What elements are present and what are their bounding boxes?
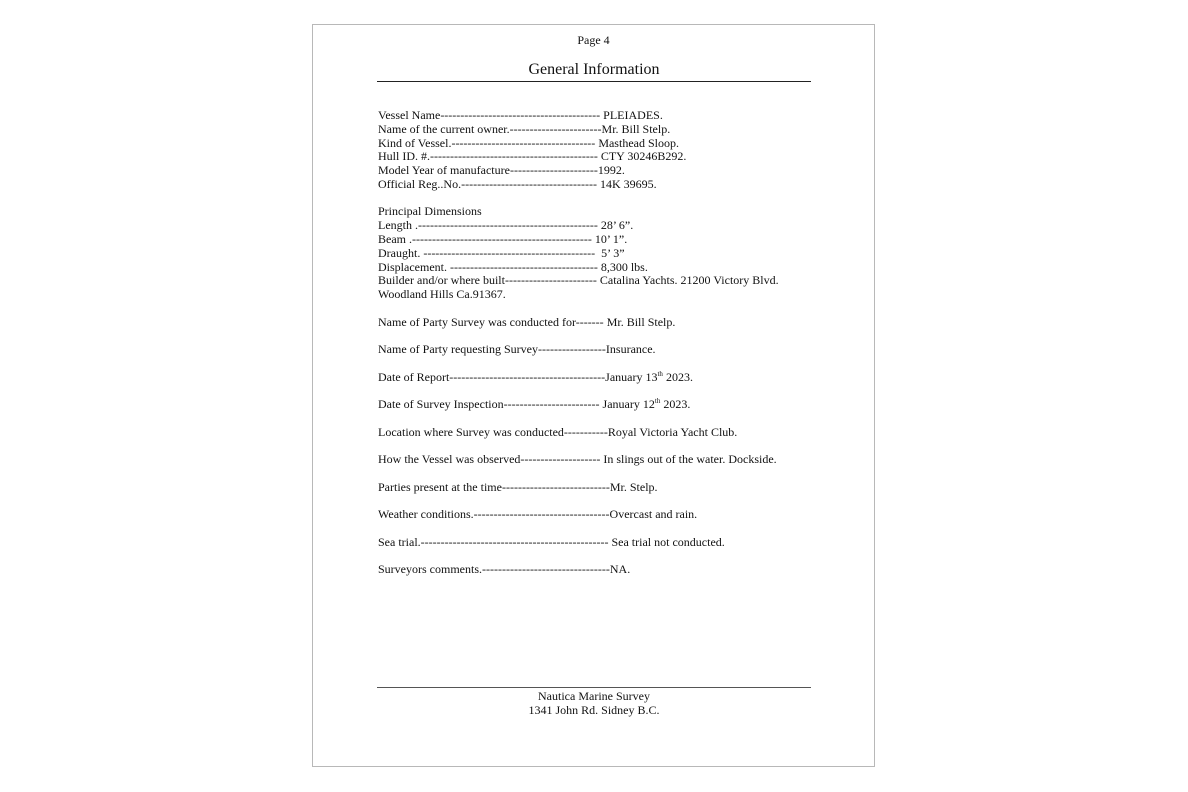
field-value: Mr. Stelp. [609, 479, 658, 494]
field-label: Weather conditions.---------------------------------- [378, 507, 610, 522]
field-value: NA. [609, 562, 631, 577]
owner-line [378, 123, 848, 137]
kind-line [378, 137, 848, 151]
party-conducted-line [378, 316, 848, 330]
field-label: Builder and/or where built----------------------- [378, 273, 597, 288]
document-page [312, 24, 875, 767]
field-label: How the Vessel was observed-------------------- [378, 452, 601, 467]
ordinal-suffix: th [654, 397, 661, 406]
length-line [378, 219, 848, 233]
weather-line [378, 508, 848, 522]
ordinal-suffix: th [657, 369, 663, 378]
location-line [378, 426, 848, 440]
field-value: Mr. Bill Stelp. [601, 121, 671, 136]
field-label: Location where Survey was conducted----------- [378, 424, 608, 439]
field-value: PLEIADES. [600, 108, 663, 122]
field-year: 2023. [660, 397, 691, 412]
field-value: Masthead Sloop. [595, 135, 679, 150]
page-footer [377, 687, 811, 717]
field-value: CTY 30246B292. [597, 149, 687, 164]
page-title: General Information [377, 60, 811, 82]
field-label: Sea trial.----------------------------------------------- [378, 534, 609, 549]
field-label: Hull ID. #.------------------------------------------ [378, 149, 598, 164]
field-label: Parties present at the time--------------------------- [378, 479, 610, 494]
model-year-line [378, 164, 848, 178]
page-number: Page 4 [577, 33, 610, 47]
field-label: Date of Survey Inspection------------------------ [378, 397, 600, 412]
parties-present-line [378, 481, 848, 495]
date-report-line [378, 371, 848, 385]
field-value: January 12 [599, 397, 655, 412]
field-label: Official Reg..No.---------------------------------- [378, 176, 597, 191]
field-label: Name of Party Survey was conducted for------- [378, 314, 604, 329]
field-value: 28’ 6”. [597, 218, 634, 233]
party-requesting-line [378, 343, 848, 357]
field-label: Model Year of manufacture---------------------- [378, 163, 598, 178]
field-value: Overcast and rain. [609, 507, 698, 522]
field-label: Kind of Vessel.------------------------------------ [378, 135, 596, 150]
field-value: Catalina Yachts. 21200 Victory Blvd. [596, 273, 779, 288]
field-value: 1992. [597, 163, 625, 178]
builder-line [378, 274, 848, 288]
hull-id-line [378, 150, 848, 164]
field-value: 5’ 3” [595, 245, 625, 260]
field-label: Name of the current owner.----------------------- [378, 121, 602, 136]
displacement-line [378, 261, 848, 275]
footer-address: 1341 John Rd. Sidney B.C. [528, 703, 660, 717]
field-value: Royal Victoria Yacht Club. [607, 424, 738, 439]
vessel-name-line [378, 109, 848, 123]
field-value: Insurance. [605, 342, 656, 357]
field-label: Draught. ------------------------------------------- [378, 245, 596, 260]
field-label: Vessel Name---------------------------------------- [378, 108, 601, 122]
dimensions-heading: Principal Dimensions [378, 204, 482, 219]
observed-line [378, 453, 848, 467]
field-label: Beam .--------------------------------------------- [378, 232, 592, 247]
beam-line [378, 233, 848, 247]
footer-company: Nautica Marine Survey [538, 689, 650, 703]
survey-details [378, 109, 848, 577]
field-value: In slings out of the water. Dockside. [600, 452, 777, 467]
field-year: 2023. [662, 369, 693, 384]
field-label: Length .--------------------------------------------- [378, 218, 598, 233]
field-value: 8,300 lbs. [597, 259, 648, 274]
field-label: Surveyors comments.-------------------------------- [378, 562, 610, 577]
field-value: 14K 39695. [596, 176, 657, 191]
sea-trial-line [378, 536, 848, 550]
field-label: Date of Report--------------------------------------- [378, 369, 606, 384]
field-value: Mr. Bill Stelp. [603, 314, 676, 329]
official-reg-line [378, 178, 848, 192]
builder-address-line: Woodland Hills Ca.91367. [378, 287, 506, 302]
field-label: Displacement. ------------------------------------- [378, 259, 598, 274]
date-inspection-line [378, 398, 848, 412]
field-value: January 13 [605, 369, 658, 384]
comments-line [378, 563, 848, 577]
field-value: Sea trial not conducted. [608, 534, 725, 549]
field-label: Name of Party requesting Survey----------------- [378, 342, 606, 357]
field-value: 10’ 1”. [591, 232, 628, 247]
draught-line [378, 247, 848, 261]
